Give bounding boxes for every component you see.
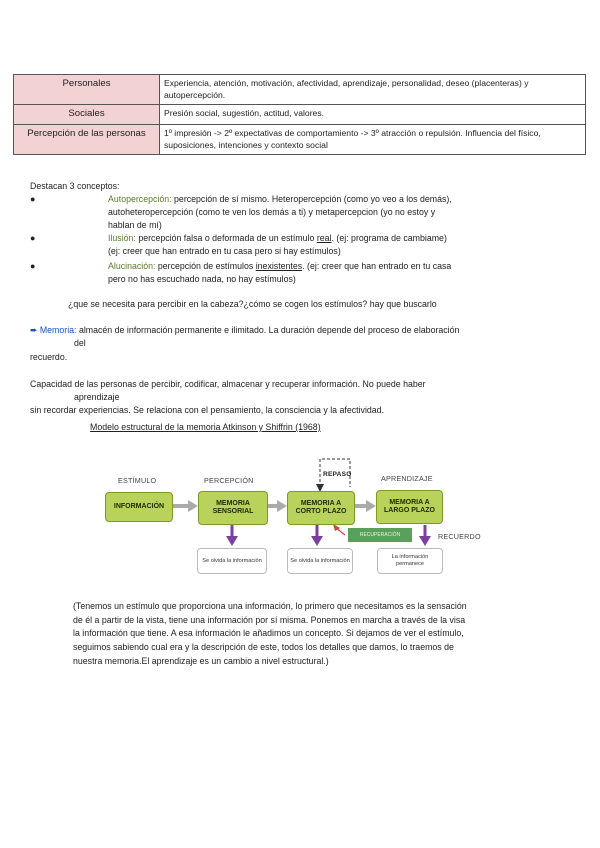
row-description: 1º impresión -> 2º expectativas de comportamiento -> 3º atracción o repulsión. Influencia del físico, suposiciones, intenciones y contexto social: [160, 125, 586, 155]
capacidad-text: sin recordar experiencias. Se relaciona con el pensamiento, la consciencia y la afectividad.: [30, 405, 385, 415]
note-se-olvida-2: Se olvida la información: [287, 548, 353, 574]
recuperacion-badge: RECUPERACIÓN: [348, 528, 412, 542]
concepts-intro: Destacan 3 conceptos:: [30, 181, 120, 191]
label-aprendizaje: APRENDIZAJE: [381, 474, 433, 483]
concept-text: . (ej: creer que han entrado en tu casa: [302, 261, 452, 271]
memoria-text: almacén de información permanente e ilimitado. La duración depende del proceso de elaboración: [78, 325, 460, 335]
explanation-line: (Tenemos un estímulo que proporciona una información, lo primero que necesitamos es la sensación: [73, 601, 467, 611]
box-memoria-largo-plazo: MEMORIA A LARGO PLAZO: [376, 490, 443, 524]
memoria-term: Memoria:: [39, 325, 77, 335]
row-description: Presión social, sugestión, actitud, valores.: [160, 105, 586, 125]
explanation-line: nuestra memoria.El aprendizaje es un cambio a nivel estructural.): [73, 655, 329, 666]
bullet-icon: ●: [30, 233, 36, 243]
explanation-paragraph: [73, 600, 593, 668]
recall-arrow-head: [419, 536, 431, 546]
bullet-icon: ●: [30, 194, 36, 204]
concept-text: pero no has escuchado nada, no hay estímulos): [108, 273, 296, 284]
forget-arrow-1-head: [226, 536, 238, 546]
concept-text: percepción de sí mismo. Heteropercepción (como yo veo a los demás),: [174, 194, 452, 204]
concept-text: . (ej: programa de cambiame): [331, 233, 447, 243]
forget-arrow-2-head: [311, 536, 323, 546]
label-estimulo: ESTÍMULO: [118, 476, 157, 485]
concept-term: Ilusión:: [108, 233, 136, 243]
box-memoria-sensorial: MEMORIA SENSORIAL: [198, 491, 268, 525]
row-label: Sociales: [14, 105, 160, 125]
capacidad-text: aprendizaje: [74, 392, 120, 402]
arrow-icon: ➨: [30, 325, 38, 335]
row-label: Personales: [14, 75, 160, 105]
concept-term: Autopercepción:: [108, 194, 172, 204]
arrow-2-head: [277, 500, 287, 512]
row-label: Percepción de las personas: [14, 125, 160, 155]
concept-keyword: real: [316, 233, 332, 243]
label-recuerdo: RECUERDO: [438, 532, 481, 541]
explanation-line: de él a partir de la vista, tiene una información por sí misma. Ponemos en marcha a través de la visa: [73, 614, 466, 625]
capacidad-text: Capacidad de las personas de percibir, codificar, almacenar y recuperar información. No puede haber: [30, 379, 426, 389]
arrow-1-head: [188, 500, 198, 512]
diagram-title: Modelo estructural de la memoria Atkinson y Shiffrin (1968): [90, 422, 321, 432]
concept-term: Alucinación:: [108, 261, 156, 271]
label-repaso: REPASO: [323, 471, 352, 478]
explanation-line: seguimos sabiendo cual era y la descripción de este, todos los detalles que damos, lo traemos de: [73, 641, 454, 652]
question-text: ¿que se necesita para percibir en la cabeza?¿cómo se cogen los estímulos? hay que buscarlo: [68, 299, 437, 309]
concept-keyword: inexistentes: [255, 261, 303, 271]
memoria-text: del: [74, 338, 86, 348]
concept-text: (ej: creer que han entrado en tu casa pero si hay estímulos): [108, 245, 341, 256]
explanation-line: la información que tiene. A esa información le añadimos un concepto. Si dejamos de ver el estímulo,: [73, 628, 464, 639]
box-memoria-corto-plazo: MEMORIA A CORTO PLAZO: [287, 491, 355, 525]
note-permanece: La información permanece: [377, 548, 443, 574]
concept-text: autoheteropercepción (como te ven los demás a ti) y metapercepcion (yo no estoy y: [108, 206, 436, 217]
arrow-3-head: [366, 500, 376, 512]
bullet-icon: ●: [30, 261, 36, 271]
box-informacion: INFORMACIÓN: [105, 492, 173, 522]
concept-text: percepción de estímulos: [157, 261, 254, 271]
memoria-text: recuerdo.: [30, 352, 68, 362]
label-percepcion: PERCEPCIÓN: [204, 476, 254, 485]
note-se-olvida-1: Se olvida la información: [197, 548, 267, 574]
row-description: Experiencia, atención, motivación, afectividad, aprendizaje, personalidad, deseo (placenteras) y autopercepción.: [160, 75, 586, 105]
concept-text: hablan de mí): [108, 219, 162, 230]
concept-text: percepción falsa o deformada de un estímulo: [138, 233, 315, 243]
